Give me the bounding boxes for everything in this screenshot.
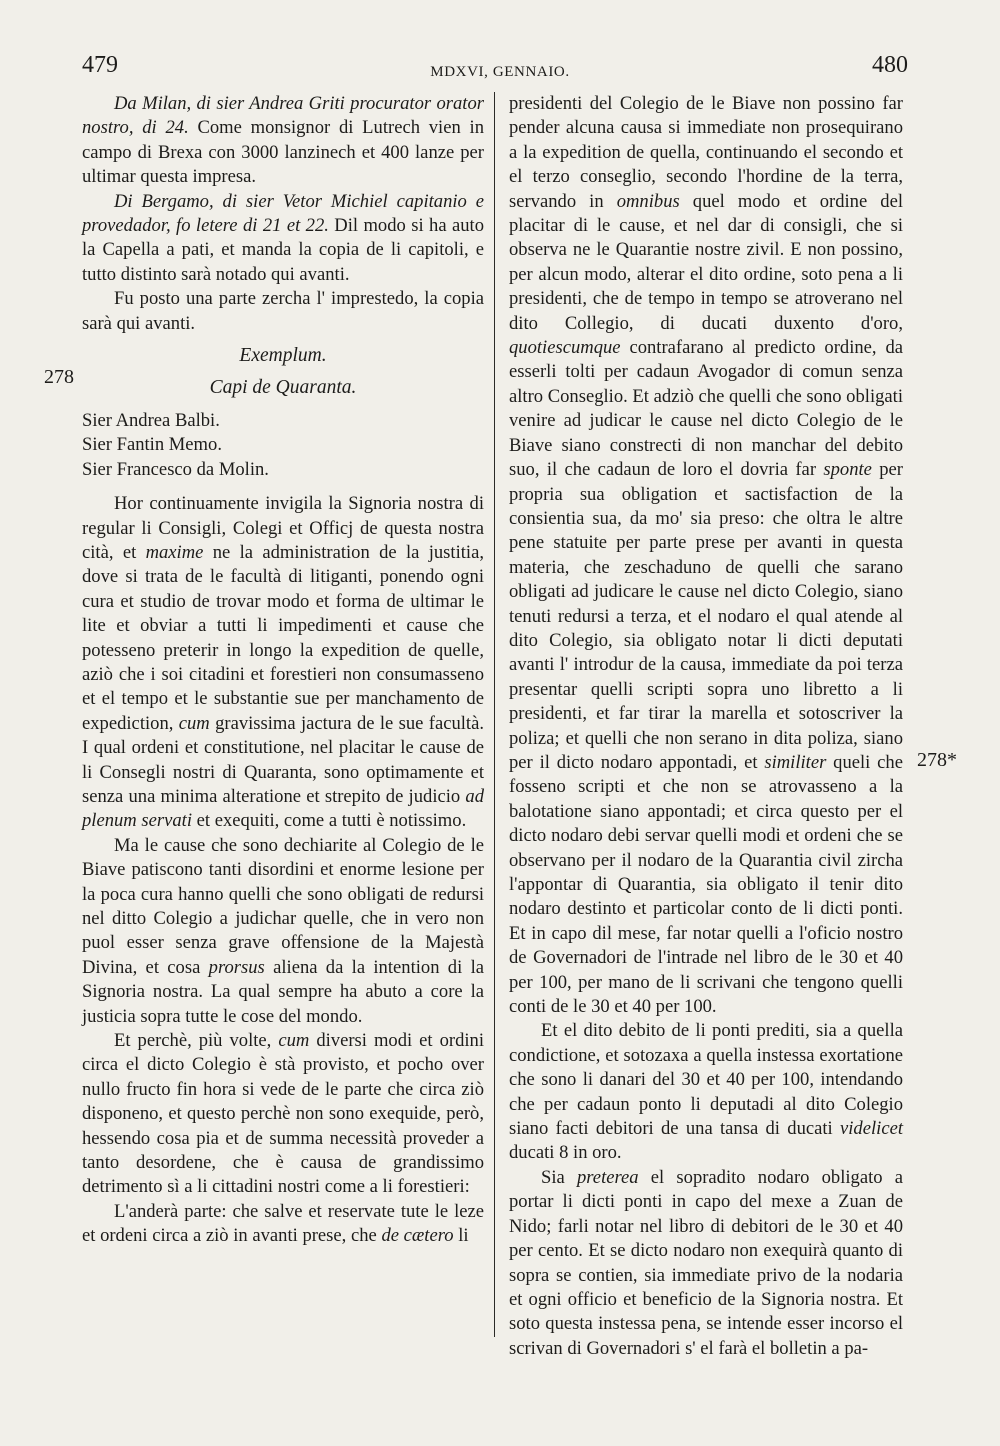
margin-note-right: 278* [917, 749, 957, 771]
name-line: Sier Francesco da Molin. [82, 458, 269, 480]
paragraph-body: presidenti del Colegio de le Biave non possino far pender alcuna causa si immediate non prosequirano a la expedition de quella, continuando el secondo et el terzo conseglio, secondo l'hordine de la terra, servando in omnibus quel modo et ordine del placitar di le cause, et nel dar di consigli, che si observa ne le Quarantie nostre zivil. E non possino, per alcun modo, alterar el dito ordine, soto pena a li presidenti, che de tempo in tempo se atroverano nel dito Collegio, di ducati duxento d'oro, quotiescumque contrafarano al predicto ordine, da esserli tolti per cadaun Avogador di comun senza altro Conseglio. Et adziò che quelli che sono obligati venire ad judicar le cause nel dicto Colegio de le Biave siano constrecti di non manchar del debito suo, il che cadaun de loro el dovria far sponte per propria sua obligation et sactisfaction de la consientia sua, da mo' sia preso: che oltra le altre pene statuite per parte prese per avanti in questa materia, che zeschaduno de quelli che sarano obligati ad judicare le cause nel dicto Colegio, siano tenuti redursi a terza, et el nodaro el qual atende al dito Colegio, sia obligato notar li dicti deputati avanti l' introdur de la causa, immediate da poi terza presentar quelli scripti sopra uno libretto a li presidenti, et far tirar la marella et sotoscriver la poliza; et quelli che non serano in dita poliza, siano per il dicto nodaro appontadi, et similiter queli che fosseno scripti et che non se atrovasseno a la balotatione siano appontadi; et circa questo per el dicto nodaro debi servar quelli modi et ordeni che se observano per il nodaro de la Quarantia civil zircha l'appontar di Quarantia, sia obligato il tenir dito nodaro destinto et particolar conto de li dicti ponti. Et in capo dil mese, far notar quelli a l'oficio nostro de Governadori de l'intrade nel libro de le 30 et 40 per 100, per mano de li scrivani che tengono quelli conti de le 30 et 40 per 100. [509, 93, 904, 1018]
name-line: Sier Fantin Memo. [82, 434, 222, 456]
paragraph-body: Sia preterea el sopradito nodaro obligato a portar li dicti ponti in capo del mexe a Zuan de Nido; farli notar nel libro di debitori de le 30 et 40 per cento. Et se dicto nodaro non exequirà quanto di sopra se contien, sia immediate privo de la nodaria et ogni officio et beneficio de la Signoria nostra. Et soto questa instessa pena, se intende esser incorso el scrivan di Governadori s' el farà el bolletin a pa- [509, 1166, 903, 1359]
paragraph-bergamo: Di Bergamo, di sier Vetor Michiel capitanio e provedador, fo letere di 21 et 22. Dil modo si ha auto la Capella a pati, et manda la copia de li capitoli, e tutto distinto sarà notado qui avanti. [82, 190, 484, 285]
page-number-left: 479 [82, 52, 118, 78]
right-column [509, 92, 903, 1361]
paragraph-body: Hor continuamente invigila la Signoria nostra di regular li Consigli, Colegi et Officj de questa nostra cità, et maxime ne la administration de la justitia, dove si trata de le facultà di litiganti, ponendo ogni cura et studio de trovar modo et forma de ultimar le lite et obviar a tutti li impedimenti et cause che potesseno preterir in longo la expedition de quelle, aziò che i soi citadini et forestieri non consumasseno et el tempo et le substantie sue per manchamento de expediction, cum gravissima jactura de le sue facultà. I qual ordeni et constitutione, nel placitar le cause de li Consegli nostri di Quaranta, sono optimamente et senza una minima alteratione et strepito de judicio ad plenum servati et exequiti, come a tutti è notissimo. [82, 493, 484, 832]
running-header: MDXVI, GENNAIO. [430, 64, 570, 80]
dispatch-title: Da Milan, di sier Andrea Griti procurator orator nostro, di 24. [82, 93, 484, 139]
page-number-right: 480 [872, 52, 908, 78]
spacer [82, 482, 484, 492]
heading-exemplum: Exemplum. [239, 345, 327, 367]
paragraph-body: Et perchè, più volte, cum diversi modi et ordini circa el dicto Colegio è stà provisto, et pocho over nullo fructo fin hora si vede de le parte che circa ziò disponeno, et questo perchè non sono exequide, però, hessendo cosa pia et de summa necessità proveder a tanto desordene, che è causa de grandissimo detrimento sì a li cittadini nostri come a li forestieri: [82, 1030, 485, 1198]
column-divider [494, 92, 495, 1337]
paragraph-body: Ma le cause che sono dechiarite al Colegio de le Biave patiscono tanti disordini et enorme lesione per la poca cura hanno quelli che sono obligati de redursi nel ditto Colegio a judichar quelle, che in vero non puol esser senza grave offensione de la Majestà Divina, et cosa prorsus aliena da la intention di la Signoria nostra. La qual sempre ha abuto a core la justicia sopra tutte le cose del mondo. [82, 834, 484, 1027]
left-column [82, 92, 484, 1249]
paragraph-body: L'anderà parte: che salve et reservate tute le leze et ordeni circa a ziò in avanti prese, che de cætero li [82, 1200, 484, 1247]
margin-note-left: 278 [44, 366, 74, 388]
paragraph-body: Et el dito debito de li ponti prediti, sia a quella condictione, et sotozaxa a quella instessa exortatione che sono li danari del 30 et 40 per 100, intendando che per cadaun ponto li deputadi al dito Colegio siano facti debitori de una tansa di ducati videlicet ducati 8 in oro. [509, 1020, 903, 1164]
heading-capi: Capi de Quaranta. [209, 377, 357, 399]
name-line: Sier Andrea Balbi. [82, 409, 220, 431]
dispatch-title: Di Bergamo, di sier Vetor Michiel capitanio e provedador, fo letere di 21 et 22. [82, 190, 484, 237]
paragraph-milan: Da Milan, di sier Andrea Griti procurator orator nostro, di 24. Come monsignor di Lutrech vien in campo di Brexa con 3000 lanzinech et 400 lanze per ultimar questa impresa. [82, 93, 484, 188]
paragraph-imprestedo: Fu posto una parte zercha l' imprestedo, la copia sarà qui avanti. [82, 288, 484, 334]
